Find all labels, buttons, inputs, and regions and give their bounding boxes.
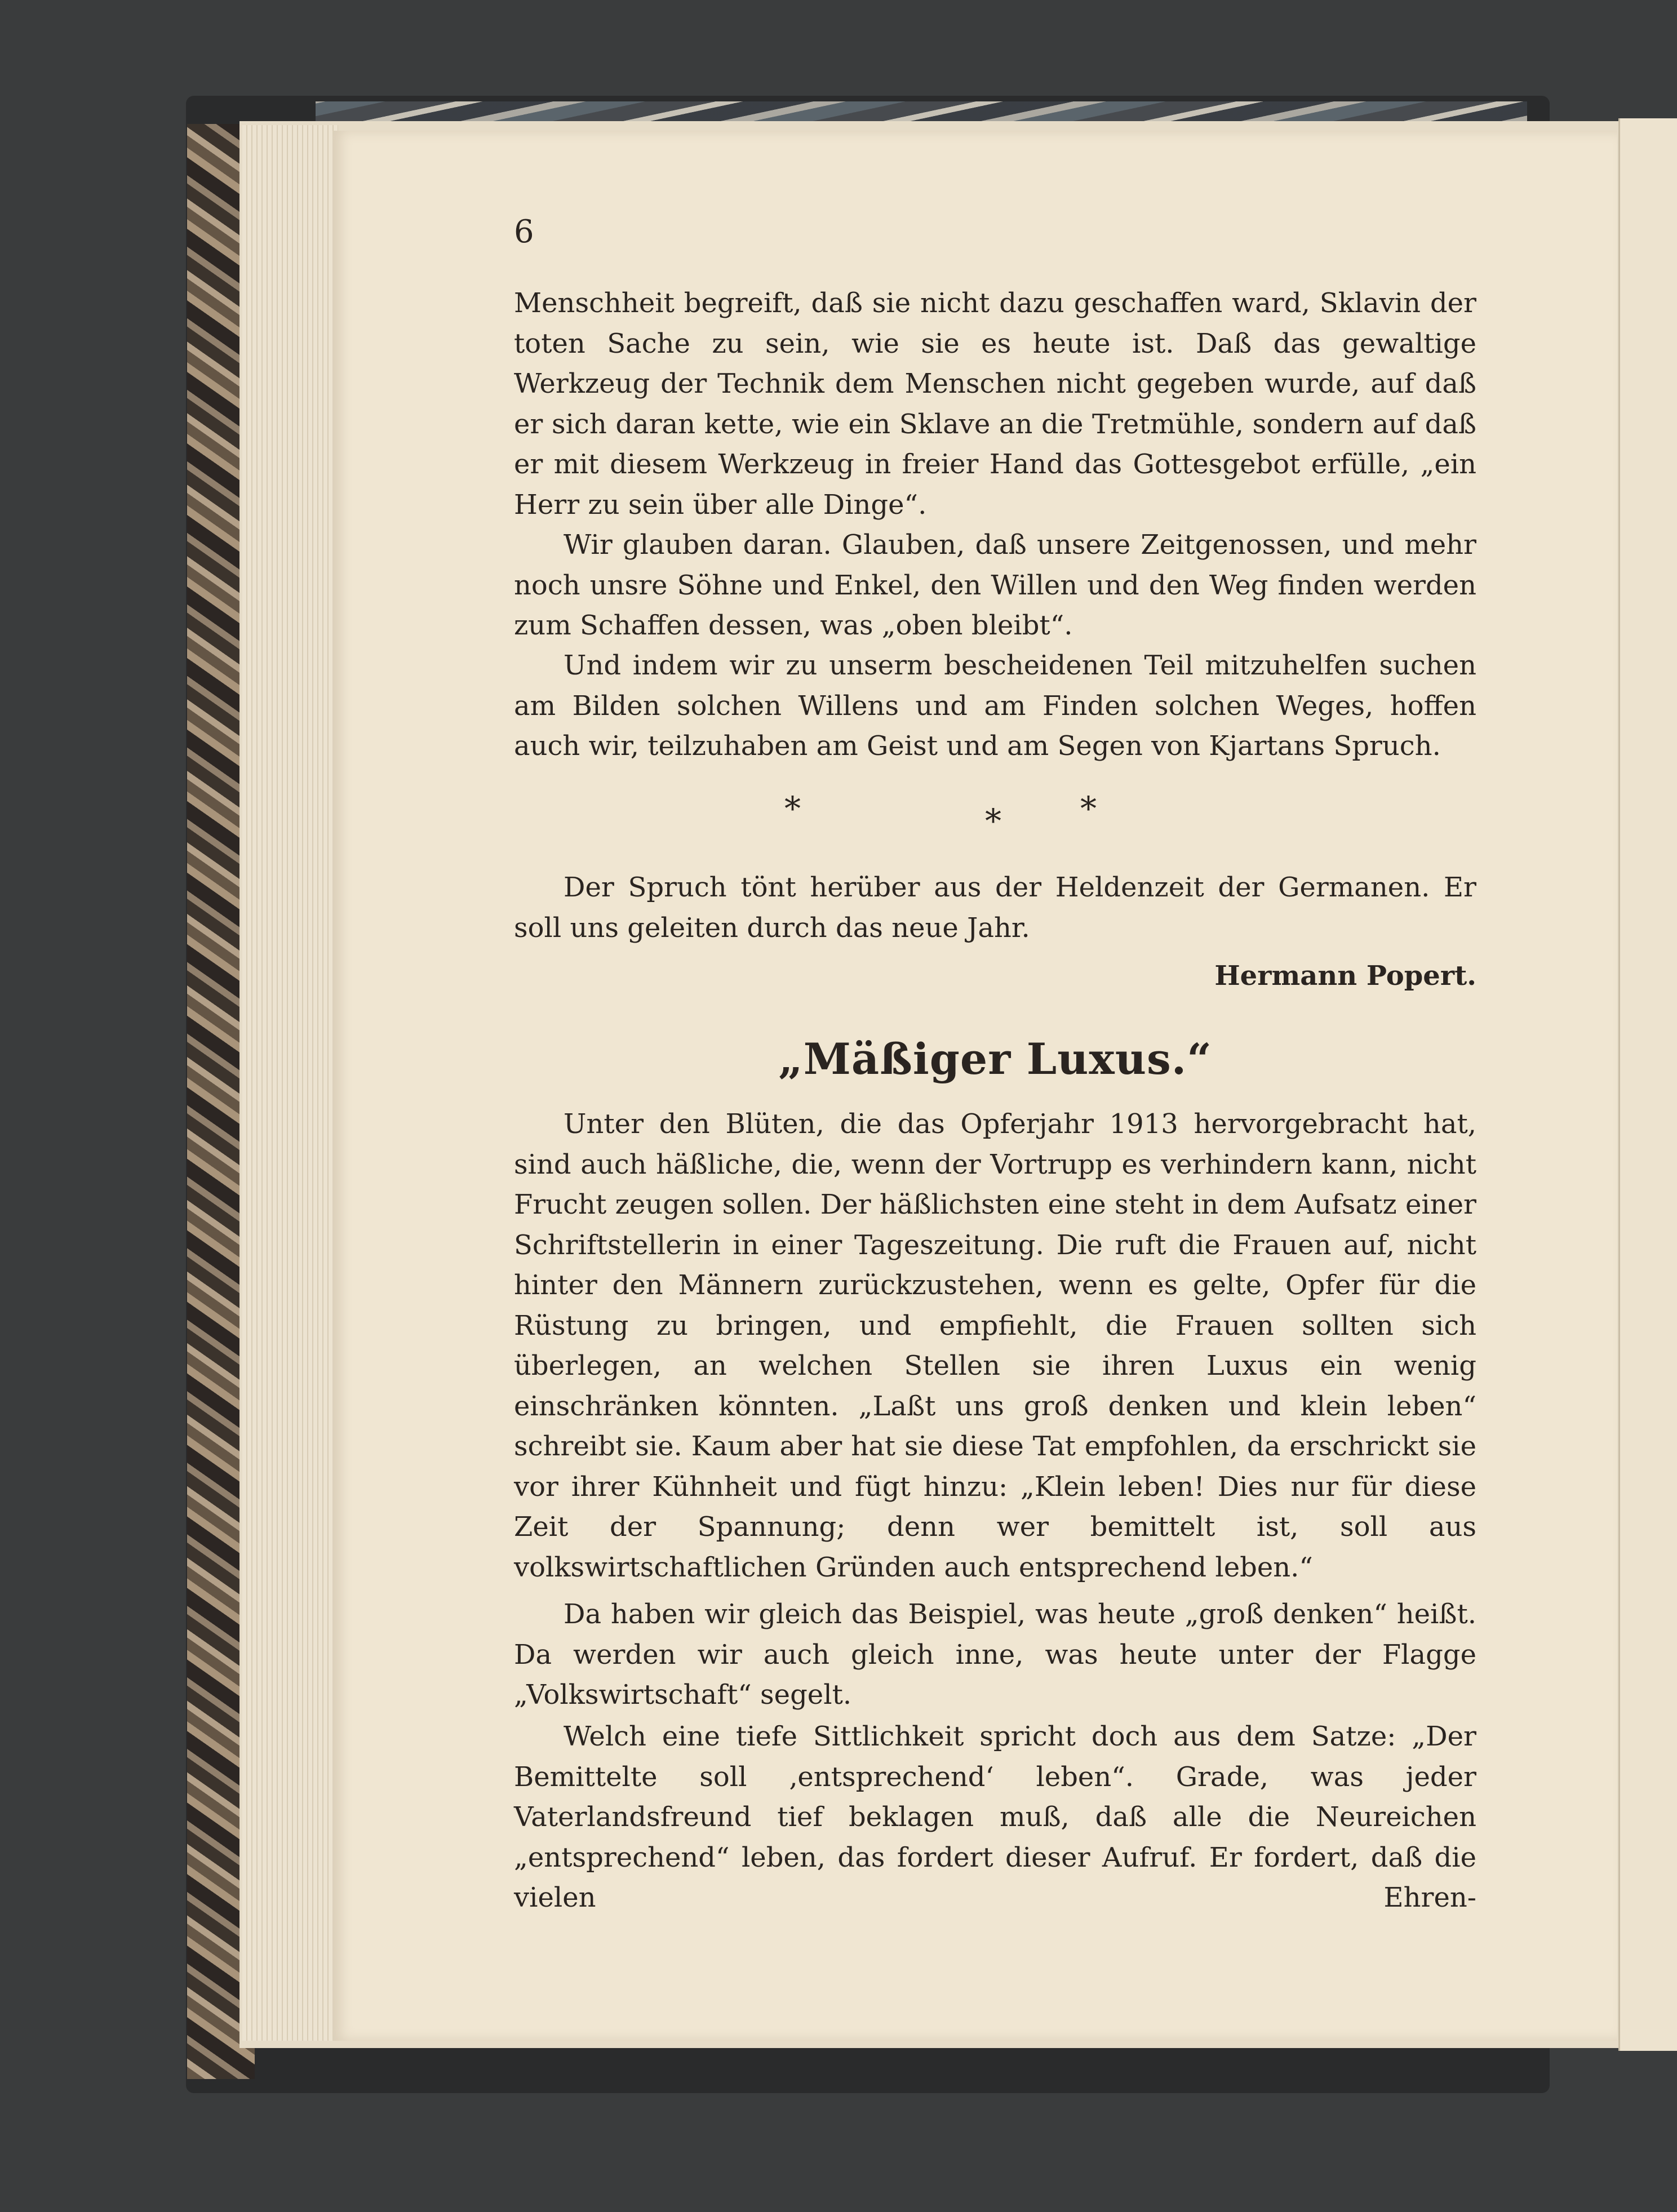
asterisk: * — [985, 802, 1001, 840]
next-page-edge — [1618, 118, 1677, 2051]
paragraph: Und indem wir zu unserm bescheidenen Teil mitzuhelfen suchen am Bilden solchen Willens und am Finden solchen Weges, hoffen auch wir, teilzuhaben am Geist und am Segen von Kjartans Spruch. — [514, 650, 1476, 762]
paragraph: Der Spruch tönt herüber aus der Heldenzeit der Germanen. Er soll uns geleiten durch das neue Jahr. — [514, 872, 1476, 944]
page-number: 6 — [514, 214, 534, 250]
asterisk: * — [784, 789, 801, 828]
section-heading: „Mäßiger Luxus.“ — [778, 1034, 1212, 1084]
paragraph: Welch eine tiefe Sittlichkeit spricht doch aus dem Satze: „Der Bemittelte soll ‚entsprechend‘ leben“. Grade, was jeder Vaterlandsfreund tief beklagen muß, daß alle die Neureichen „entsprechend“ leben, das fordert dieser Aufruf. Er fordert, daß die vielen Ehren- — [514, 1721, 1476, 1913]
paragraph: Unter den Blüten, die das Opferjahr 1913 hervorgebracht hat, sind auch häßliche, die, wenn der Vortrupp es verhindern kann, nicht Frucht zeugen sollen. Der häßlichsten eine steht in dem Aufsatz einer Schriftstellerin in einer Tageszeitung. Die ruft die Frauen auf, nicht hinter den Männern zurückzustehen, wenn es gelte, Opfer für die Rüstung zu bringen, und empfiehlt, die Frauen sollten sich überlegen, an welchen Stellen sie ihren Luxus ein wenig einschränken könnten. „Laßt uns groß denken und klein leben“ schreibt sie. Kaum aber hat sie diese Tat empfohlen, da erschrickt sie vor ihrer Kühnheit und fügt hinzu: „Klein leben! Dies nur für diese Zeit der Spannung; denn wer bemittelt ist, soll aus volkswirtschaftlichen Gründen auch entsprechend leben.“ — [514, 1108, 1476, 1583]
page-edges — [242, 125, 338, 2041]
paragraph: Wir glauben daran. Glauben, daß unsere Zeitgenossen, und mehr noch unsre Söhne und Enkel, den Willen und den Weg finden werden zum Schaffen dessen, was „oben bleibt“. — [514, 529, 1476, 641]
paragraph: Da haben wir gleich das Beispiel, was heute „groß denken“ heißt. Da werden wir auch gleich inne, was heute unter der Flagge „Volkswirtschaft“ segelt. — [514, 1598, 1476, 1711]
asterisk: * — [1080, 789, 1097, 828]
author-signature: Hermann Popert. — [1214, 960, 1476, 992]
paragraph: Menschheit begreift, daß sie nicht dazu geschaffen ward, Sklavin der toten Sache zu sein, wie sie es heute ist. Daß das gewaltige Werkzeug der Technik dem Menschen nicht gegeben wurde, auf daß er sich daran kette, wie ein Sklave an die Tretmühle, sondern auf daß er mit diesem Werkzeug in freier Hand das Gottesgebot erfülle, „ein Herr zu sein über alle Dinge“. — [514, 287, 1476, 521]
section-separator — [514, 789, 1476, 840]
